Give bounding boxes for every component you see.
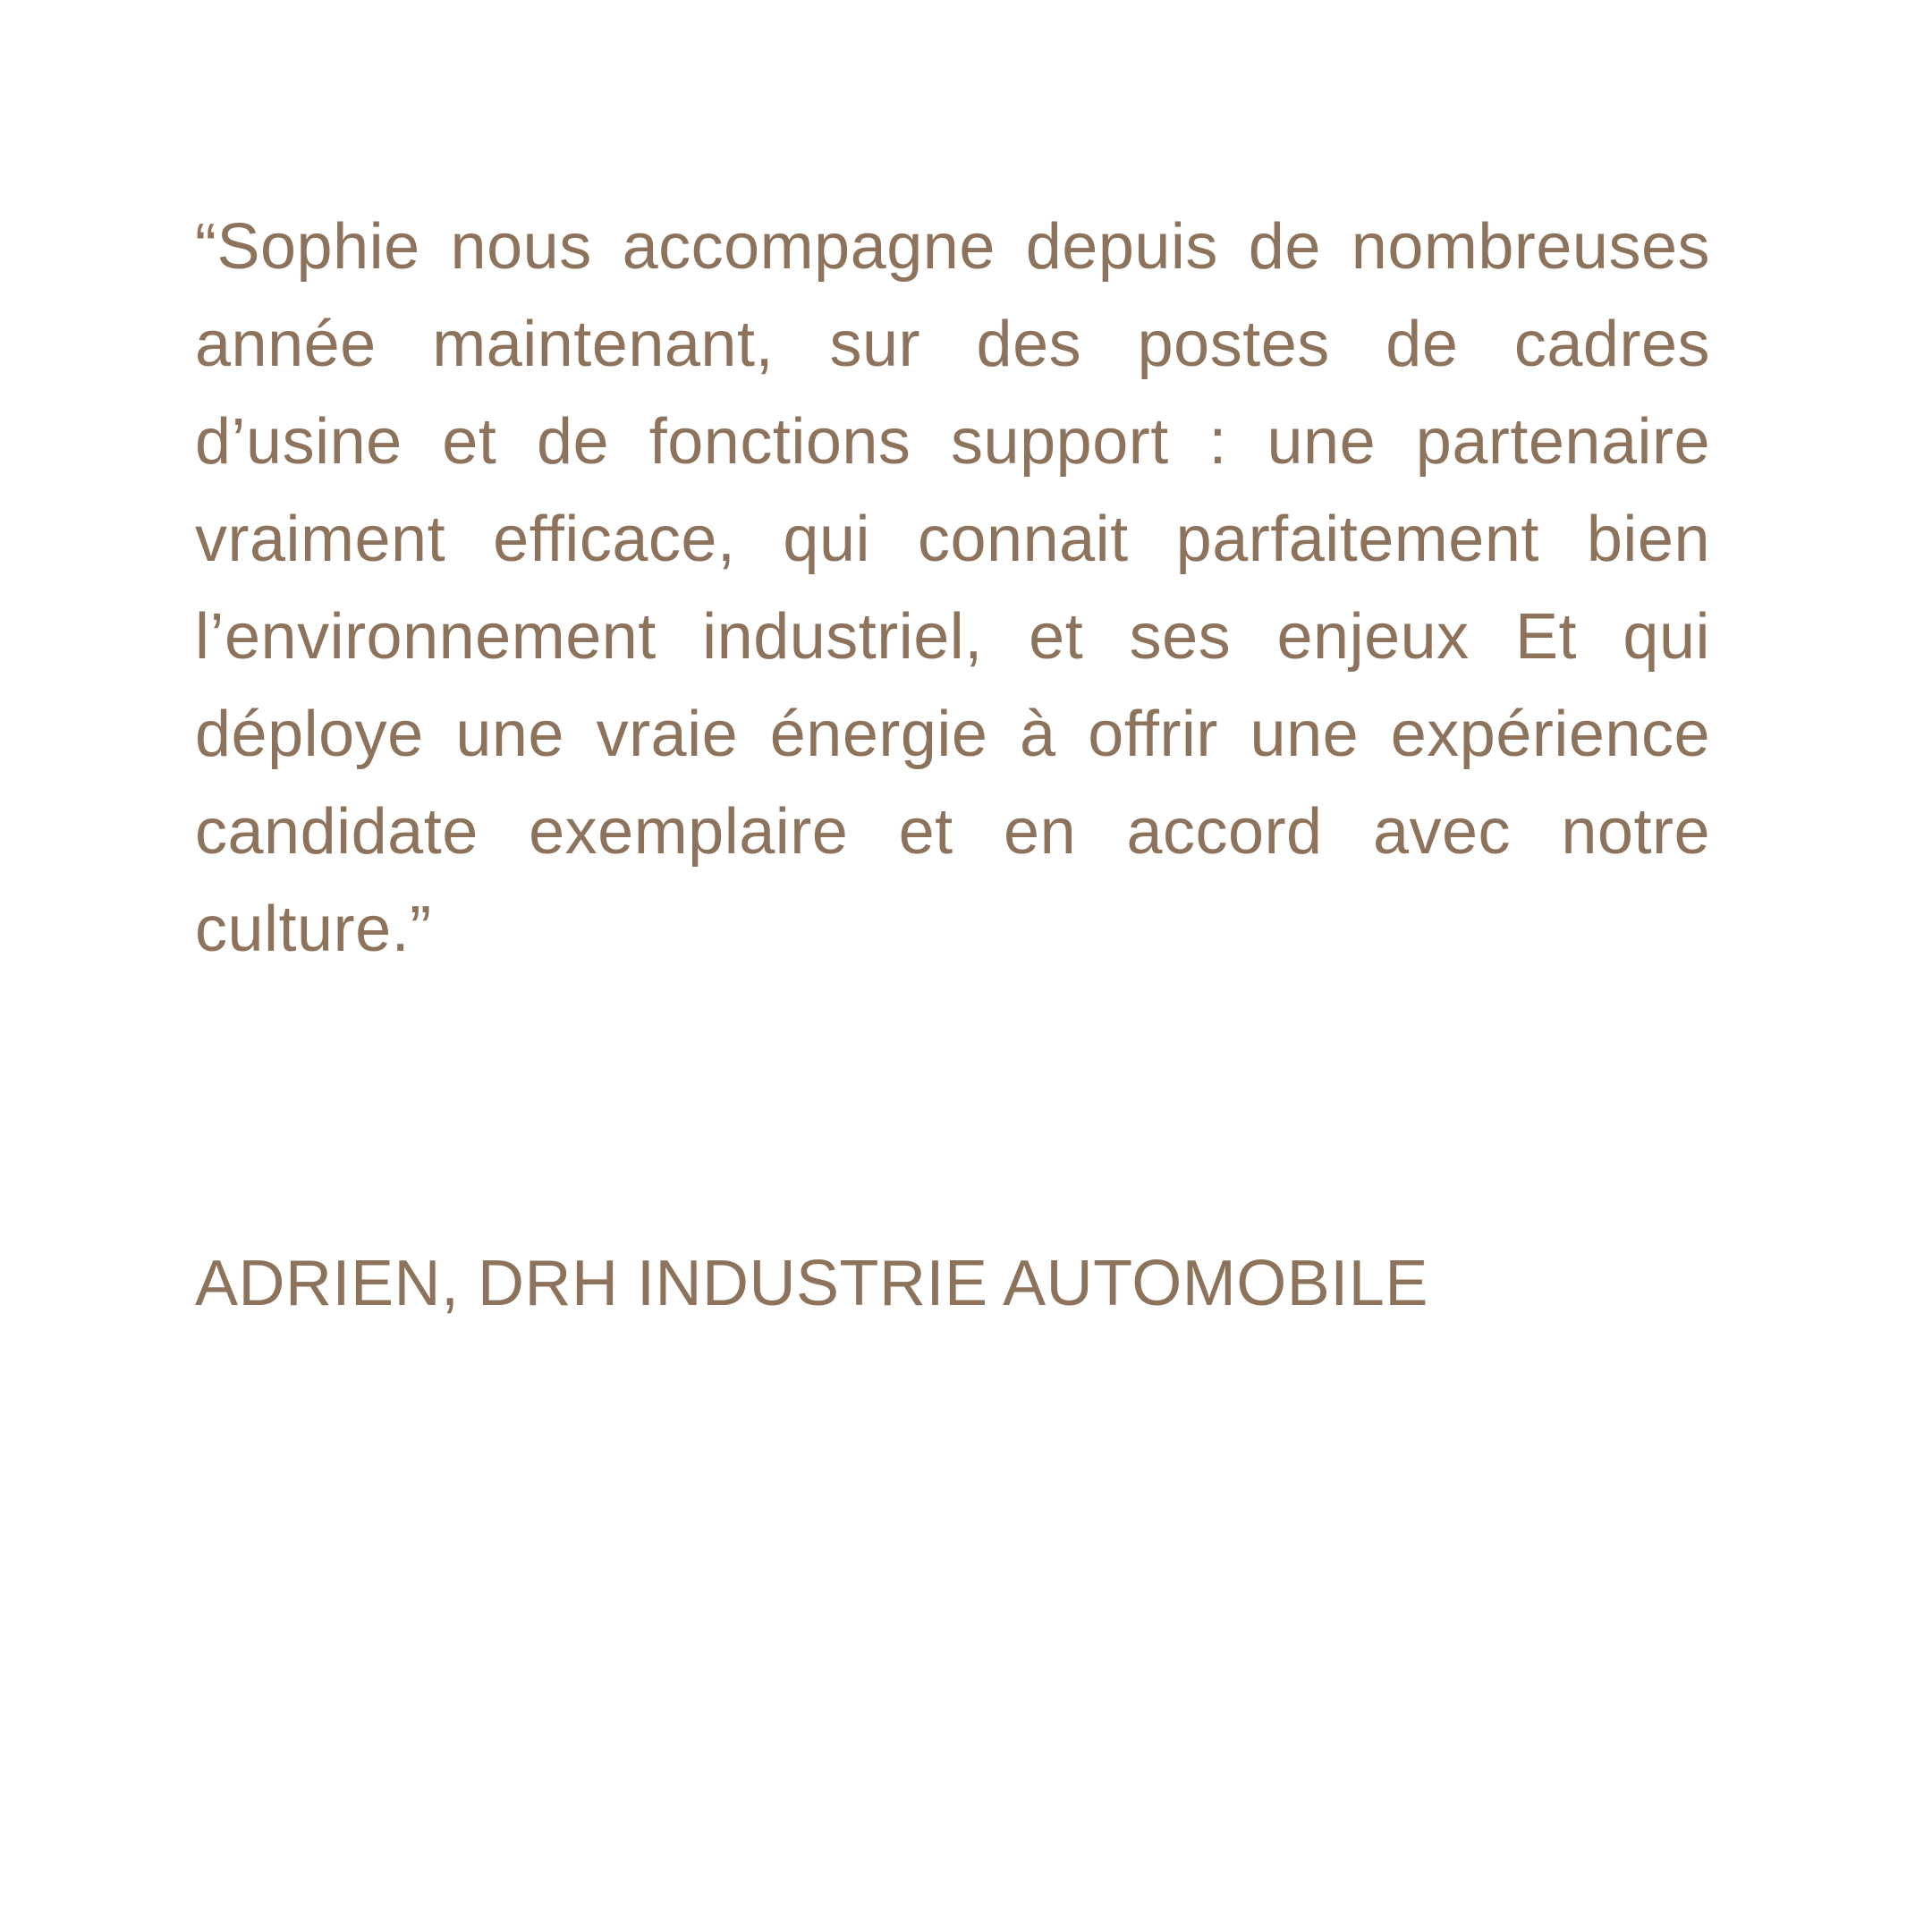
testimonial-author: ADRIEN, DRH INDUSTRIE AUTOMOBILE (195, 1248, 1428, 1319)
testimonial-quote: “Sophie nous accompagne depuis de nombreuses année maintenant, sur des postes de cadres d’usine et de fonctions support : une partenaire vraiment efficace, qui connait parfaitement bien l’environnement industriel, et ses enjeux Et qui déploye une vraie énergie à offrir une expérience candidate exemplaire et en accord avec notre culture.” (195, 211, 1710, 965)
